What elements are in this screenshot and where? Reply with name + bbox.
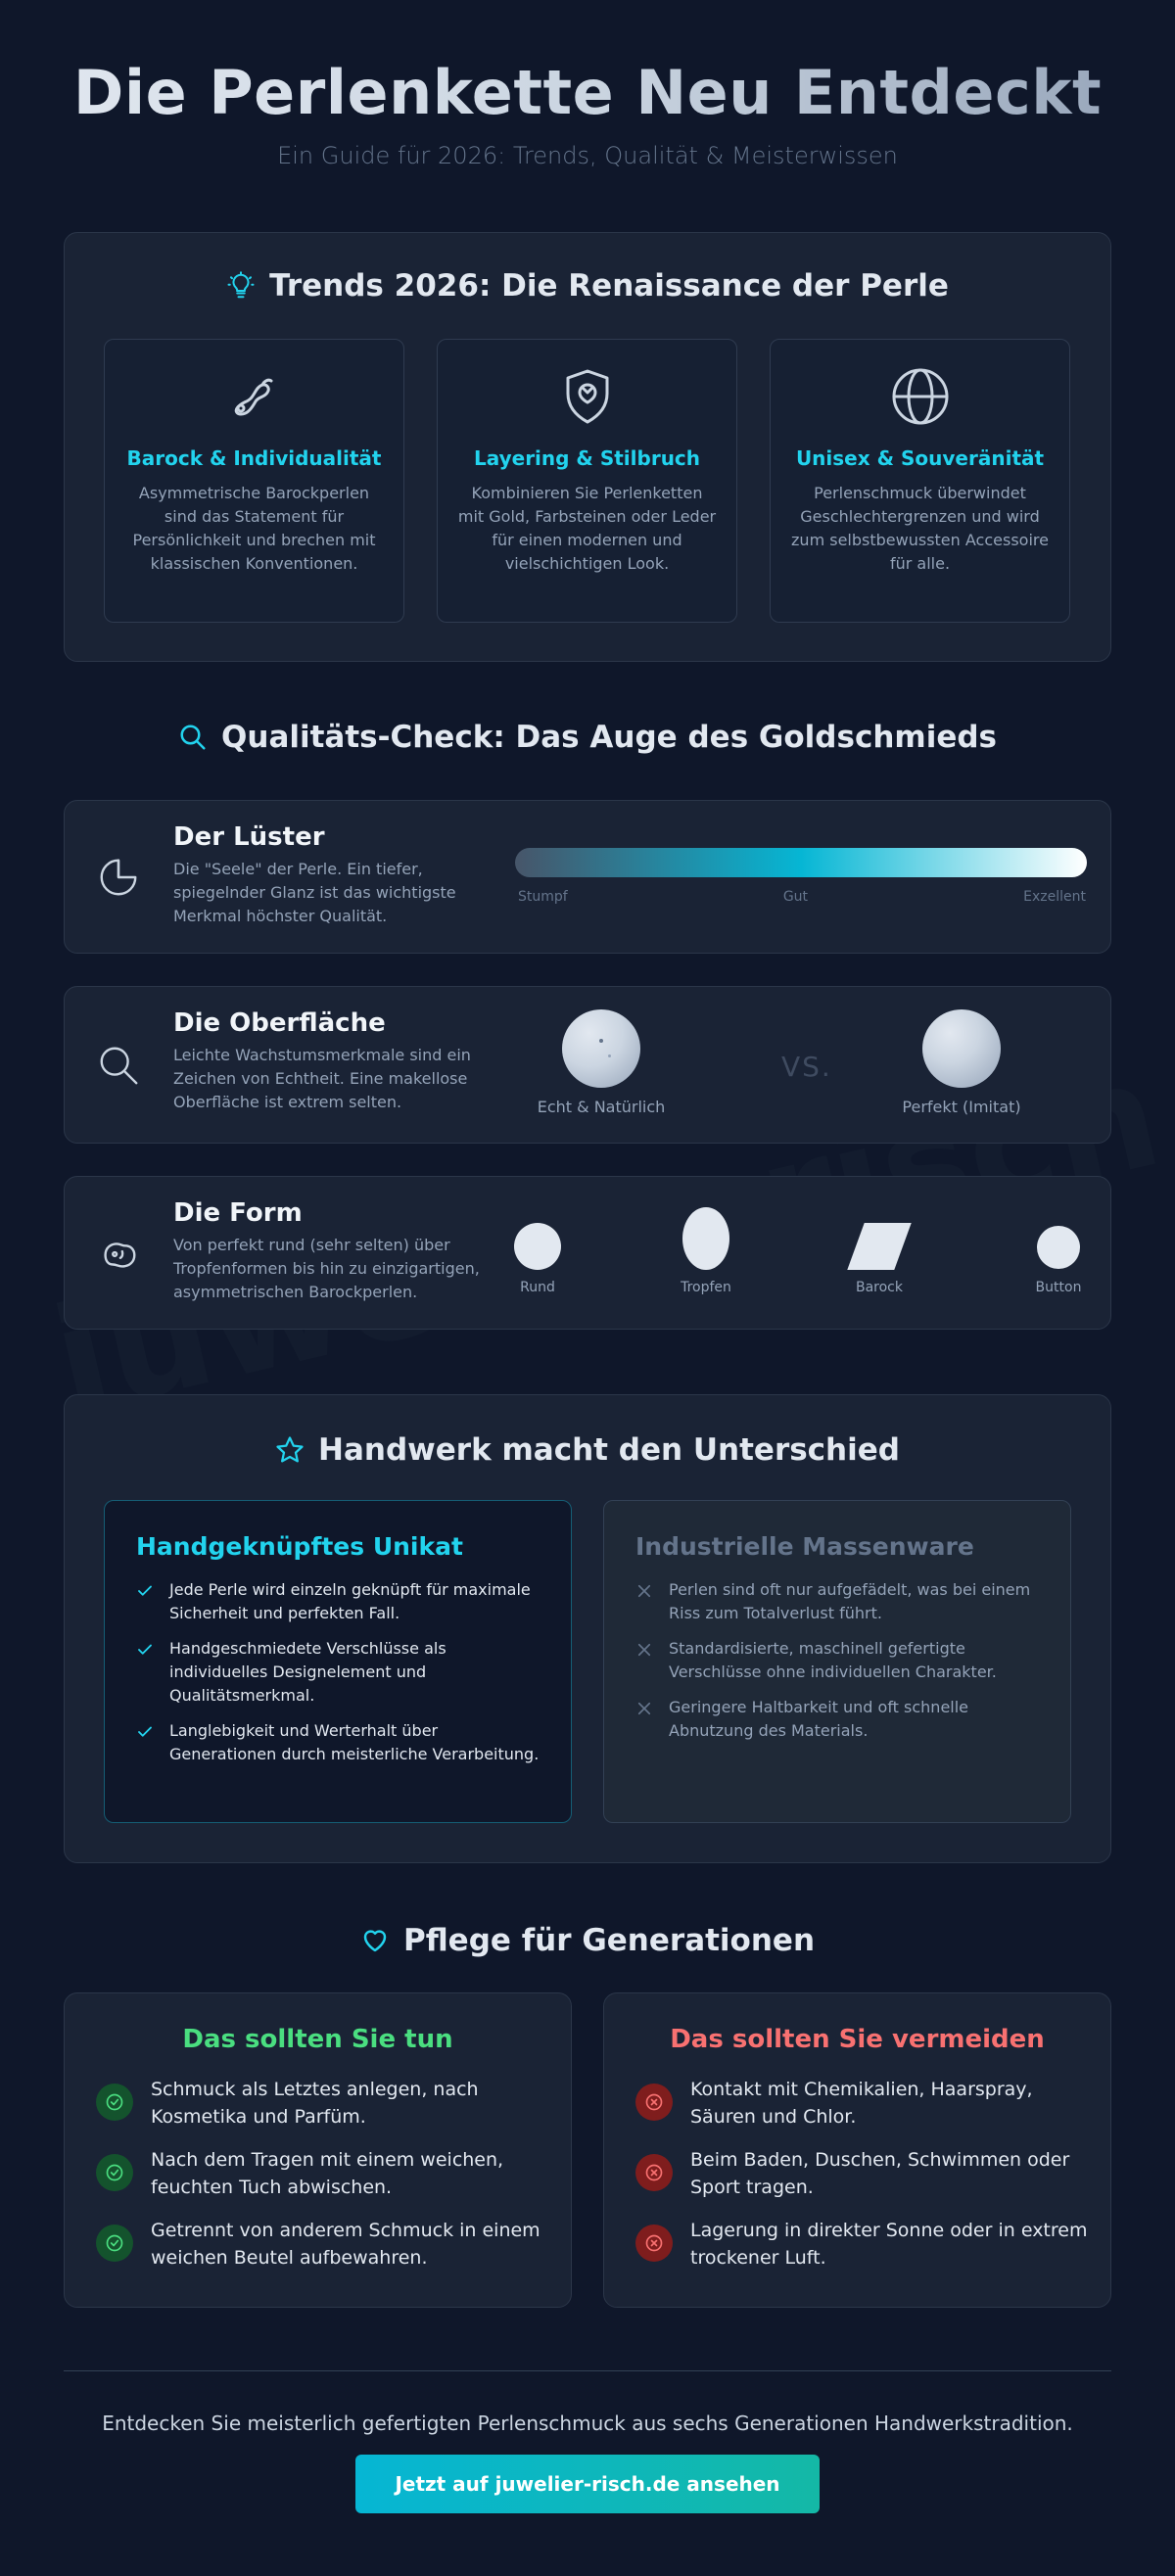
vs-label: VS. [781, 1051, 832, 1083]
baroque-pearl-icon [223, 365, 286, 428]
shape-baroque [847, 1223, 911, 1270]
check-icon [136, 1582, 154, 1600]
shape-title: Die Form [173, 1198, 303, 1228]
list-item [136, 1637, 541, 1708]
handwerk-bad-card [603, 1500, 1071, 1823]
trends-section [64, 232, 1111, 662]
list-item [635, 2146, 1091, 2201]
list-item [635, 1637, 1041, 1684]
care-dont-card [603, 1992, 1111, 2308]
list-item [635, 1578, 1041, 1625]
trends-title-text: Trends 2026: Die Renaissance der Perle [269, 268, 949, 304]
list-item-text: Nach dem Tragen mit einem weichen, feuchten Tuch abwischen. [151, 2149, 504, 2198]
list-item-text: Geringere Haltbarkeit und oft schnelle Abnutzung des Materials. [669, 1698, 969, 1740]
list-item [136, 1578, 541, 1625]
quality-title-text: Qualitäts-Check: Das Auge des Goldschmieds [221, 720, 997, 755]
shape-drop [682, 1207, 729, 1270]
list-item [136, 1719, 541, 1766]
cross-icon [635, 1700, 653, 1717]
list-item [96, 2217, 551, 2272]
shield-icon [556, 365, 619, 428]
footer-divider [64, 2370, 1111, 2371]
care-dont-title: Das sollten Sie vermeiden [670, 2025, 1045, 2054]
shape-text-block [173, 1198, 492, 1304]
quality-luster-row [64, 800, 1111, 954]
trend-title: Barock & Individualität [126, 446, 382, 470]
luster-scale [518, 889, 1086, 905]
shape-button-label: Button [1035, 1280, 1082, 1295]
trend-card-layering [437, 339, 737, 623]
list-item-text: Beim Baden, Duschen, Schwimmen oder Sport tragen. [690, 2149, 1070, 2198]
care-title [0, 1923, 1175, 1958]
handwerk-title-text: Handwerk macht den Unterschied [318, 1432, 900, 1468]
check-circle-icon [96, 2154, 133, 2191]
handwerk-bad-list [635, 1578, 1041, 1743]
surface-text-block [173, 1008, 492, 1114]
x-circle-icon [635, 2225, 673, 2262]
x-circle-icon [635, 2084, 673, 2121]
check-icon [136, 1641, 154, 1659]
luster-text-block [173, 822, 492, 928]
check-circle-icon [96, 2084, 133, 2121]
care-dont-list [604, 2076, 1110, 2272]
page-title: Die Perlenkette Neu Entdeckt [0, 57, 1175, 128]
trend-grid [104, 339, 1070, 623]
luster-gradient-bar [515, 848, 1087, 877]
trend-title: Layering & Stilbruch [473, 446, 701, 470]
header [0, 0, 1175, 169]
star-icon [275, 1435, 305, 1465]
moon-icon [96, 855, 141, 900]
luster-scale-mid: Gut [782, 889, 809, 905]
shape-button [1037, 1226, 1080, 1269]
trends-title [65, 268, 1110, 304]
globe-icon [889, 365, 952, 428]
list-item [635, 2217, 1091, 2272]
luster-title: Der Lüster [173, 822, 325, 852]
list-item-text: Perlen sind oft nur aufgefädelt, was bei einem Riss zum Totalverlust führt. [669, 1580, 1031, 1622]
baroque-shape-icon [96, 1231, 141, 1276]
check-circle-icon [96, 2225, 133, 2262]
trend-text: Kombinieren Sie Perlenketten mit Gold, Farbsteinen oder Leder für einen modernen und vielschichtigen Look. [457, 484, 717, 573]
pearl-fake-label: Perfekt (Imitat) [902, 1098, 1021, 1116]
shape-drop-label: Tropfen [681, 1280, 731, 1295]
care-do-title: Das sollten Sie tun [182, 2025, 453, 2054]
shape-baroque-label: Barock [855, 1280, 903, 1295]
pearl-real [562, 1009, 640, 1088]
trend-title: Unisex & Souveränität [795, 446, 1045, 470]
quality-surface-row [64, 986, 1111, 1144]
trend-text: Perlenschmuck überwindet Geschlechtergrenzen und wird zum selbstbewussten Accessoire für alle. [791, 484, 1049, 573]
list-item [96, 2076, 551, 2131]
shape-round-label: Rund [520, 1280, 555, 1295]
cta-button[interactable]: Jetzt auf juwelier-risch.de ansehen [355, 2455, 820, 2513]
list-item-text: Lagerung in direkter Sonne oder in extrem trockener Luft. [690, 2220, 1088, 2269]
shape-round [514, 1223, 561, 1270]
care-do-card [64, 1992, 572, 2308]
handwerk-good-list [136, 1578, 541, 1766]
luster-text: Die "Seele" der Perle. Ein tiefer, spiegelnder Glanz ist das wichtigste Merkmal höchster Qualität. [173, 860, 456, 925]
surface-title: Die Oberfläche [173, 1008, 386, 1038]
quality-shape-row [64, 1176, 1111, 1330]
surface-text: Leichte Wachstumsmerkmale sind ein Zeichen von Echtheit. Eine makellose Oberfläche ist extrem selten. [173, 1046, 471, 1111]
list-item-text: Kontakt mit Chemikalien, Haarspray, Säuren und Chlor. [690, 2079, 1033, 2128]
page-subtitle: Ein Guide für 2026: Trends, Qualität & Meisterwissen [277, 142, 898, 169]
handwerk-good-card [104, 1500, 572, 1823]
trend-card-barock [104, 339, 404, 623]
list-item [635, 1696, 1041, 1743]
list-item-text: Standardisierte, maschinell gefertigte Verschlüsse ohne individuellen Charakter. [669, 1639, 997, 1681]
shape-text: Von perfekt rund (sehr selten) über Tropfenformen bis hin zu einzigartigen, asymmetrischen Barockperlen. [173, 1236, 480, 1301]
list-item-text: Langlebigkeit und Werterhalt über Generationen durch meisterliche Verarbeitung. [169, 1721, 540, 1763]
list-item [96, 2146, 551, 2201]
handwerk-good-title: Handgeknüpftes Unikat [136, 1532, 463, 1561]
list-item-text: Schmuck als Letztes anlegen, nach Kosmetika und Parfüm. [151, 2079, 479, 2128]
care-do-list [65, 2076, 571, 2272]
list-item-text: Jede Perle wird einzeln geknüpft für maximale Sicherheit und perfekten Fall. [169, 1580, 531, 1622]
handwerk-bad-title: Industrielle Massenware [635, 1532, 974, 1561]
x-circle-icon [635, 2154, 673, 2191]
trend-text: Asymmetrische Barockperlen sind das Statement für Persönlichkeit und brechen mit klassischen Konventionen. [132, 484, 376, 573]
list-item-text: Handgeschmiedete Verschlüsse als individuelles Designelement und Qualitätsmerkmal. [169, 1639, 446, 1705]
surface-mark [608, 1054, 611, 1057]
pearl-real-label: Echt & Natürlich [537, 1098, 666, 1116]
heart-icon [360, 1926, 390, 1955]
cross-icon [635, 1582, 653, 1600]
magnifier-icon [96, 1043, 141, 1088]
list-item-text: Getrennt von anderem Schmuck in einem weichen Beutel aufbewahren. [151, 2220, 540, 2269]
lightbulb-icon [226, 271, 256, 301]
handwerk-section [64, 1394, 1111, 1863]
search-icon [178, 723, 208, 752]
surface-mark [599, 1039, 603, 1043]
footer-text: Entdecken Sie meisterlich gefertigten Perlenschmuck aus sechs Generationen Handwerkstradition. [102, 2412, 1073, 2435]
list-item [635, 2076, 1091, 2131]
handwerk-title [65, 1432, 1110, 1468]
cross-icon [635, 1641, 653, 1659]
trend-card-unisex [770, 339, 1070, 623]
quality-title [0, 720, 1175, 755]
care-title-text: Pflege für Generationen [402, 1923, 816, 1958]
check-icon [136, 1723, 154, 1741]
luster-scale-high: Exzellent [1023, 889, 1086, 905]
luster-scale-low: Stumpf [518, 889, 568, 905]
pearl-fake [922, 1009, 1001, 1088]
